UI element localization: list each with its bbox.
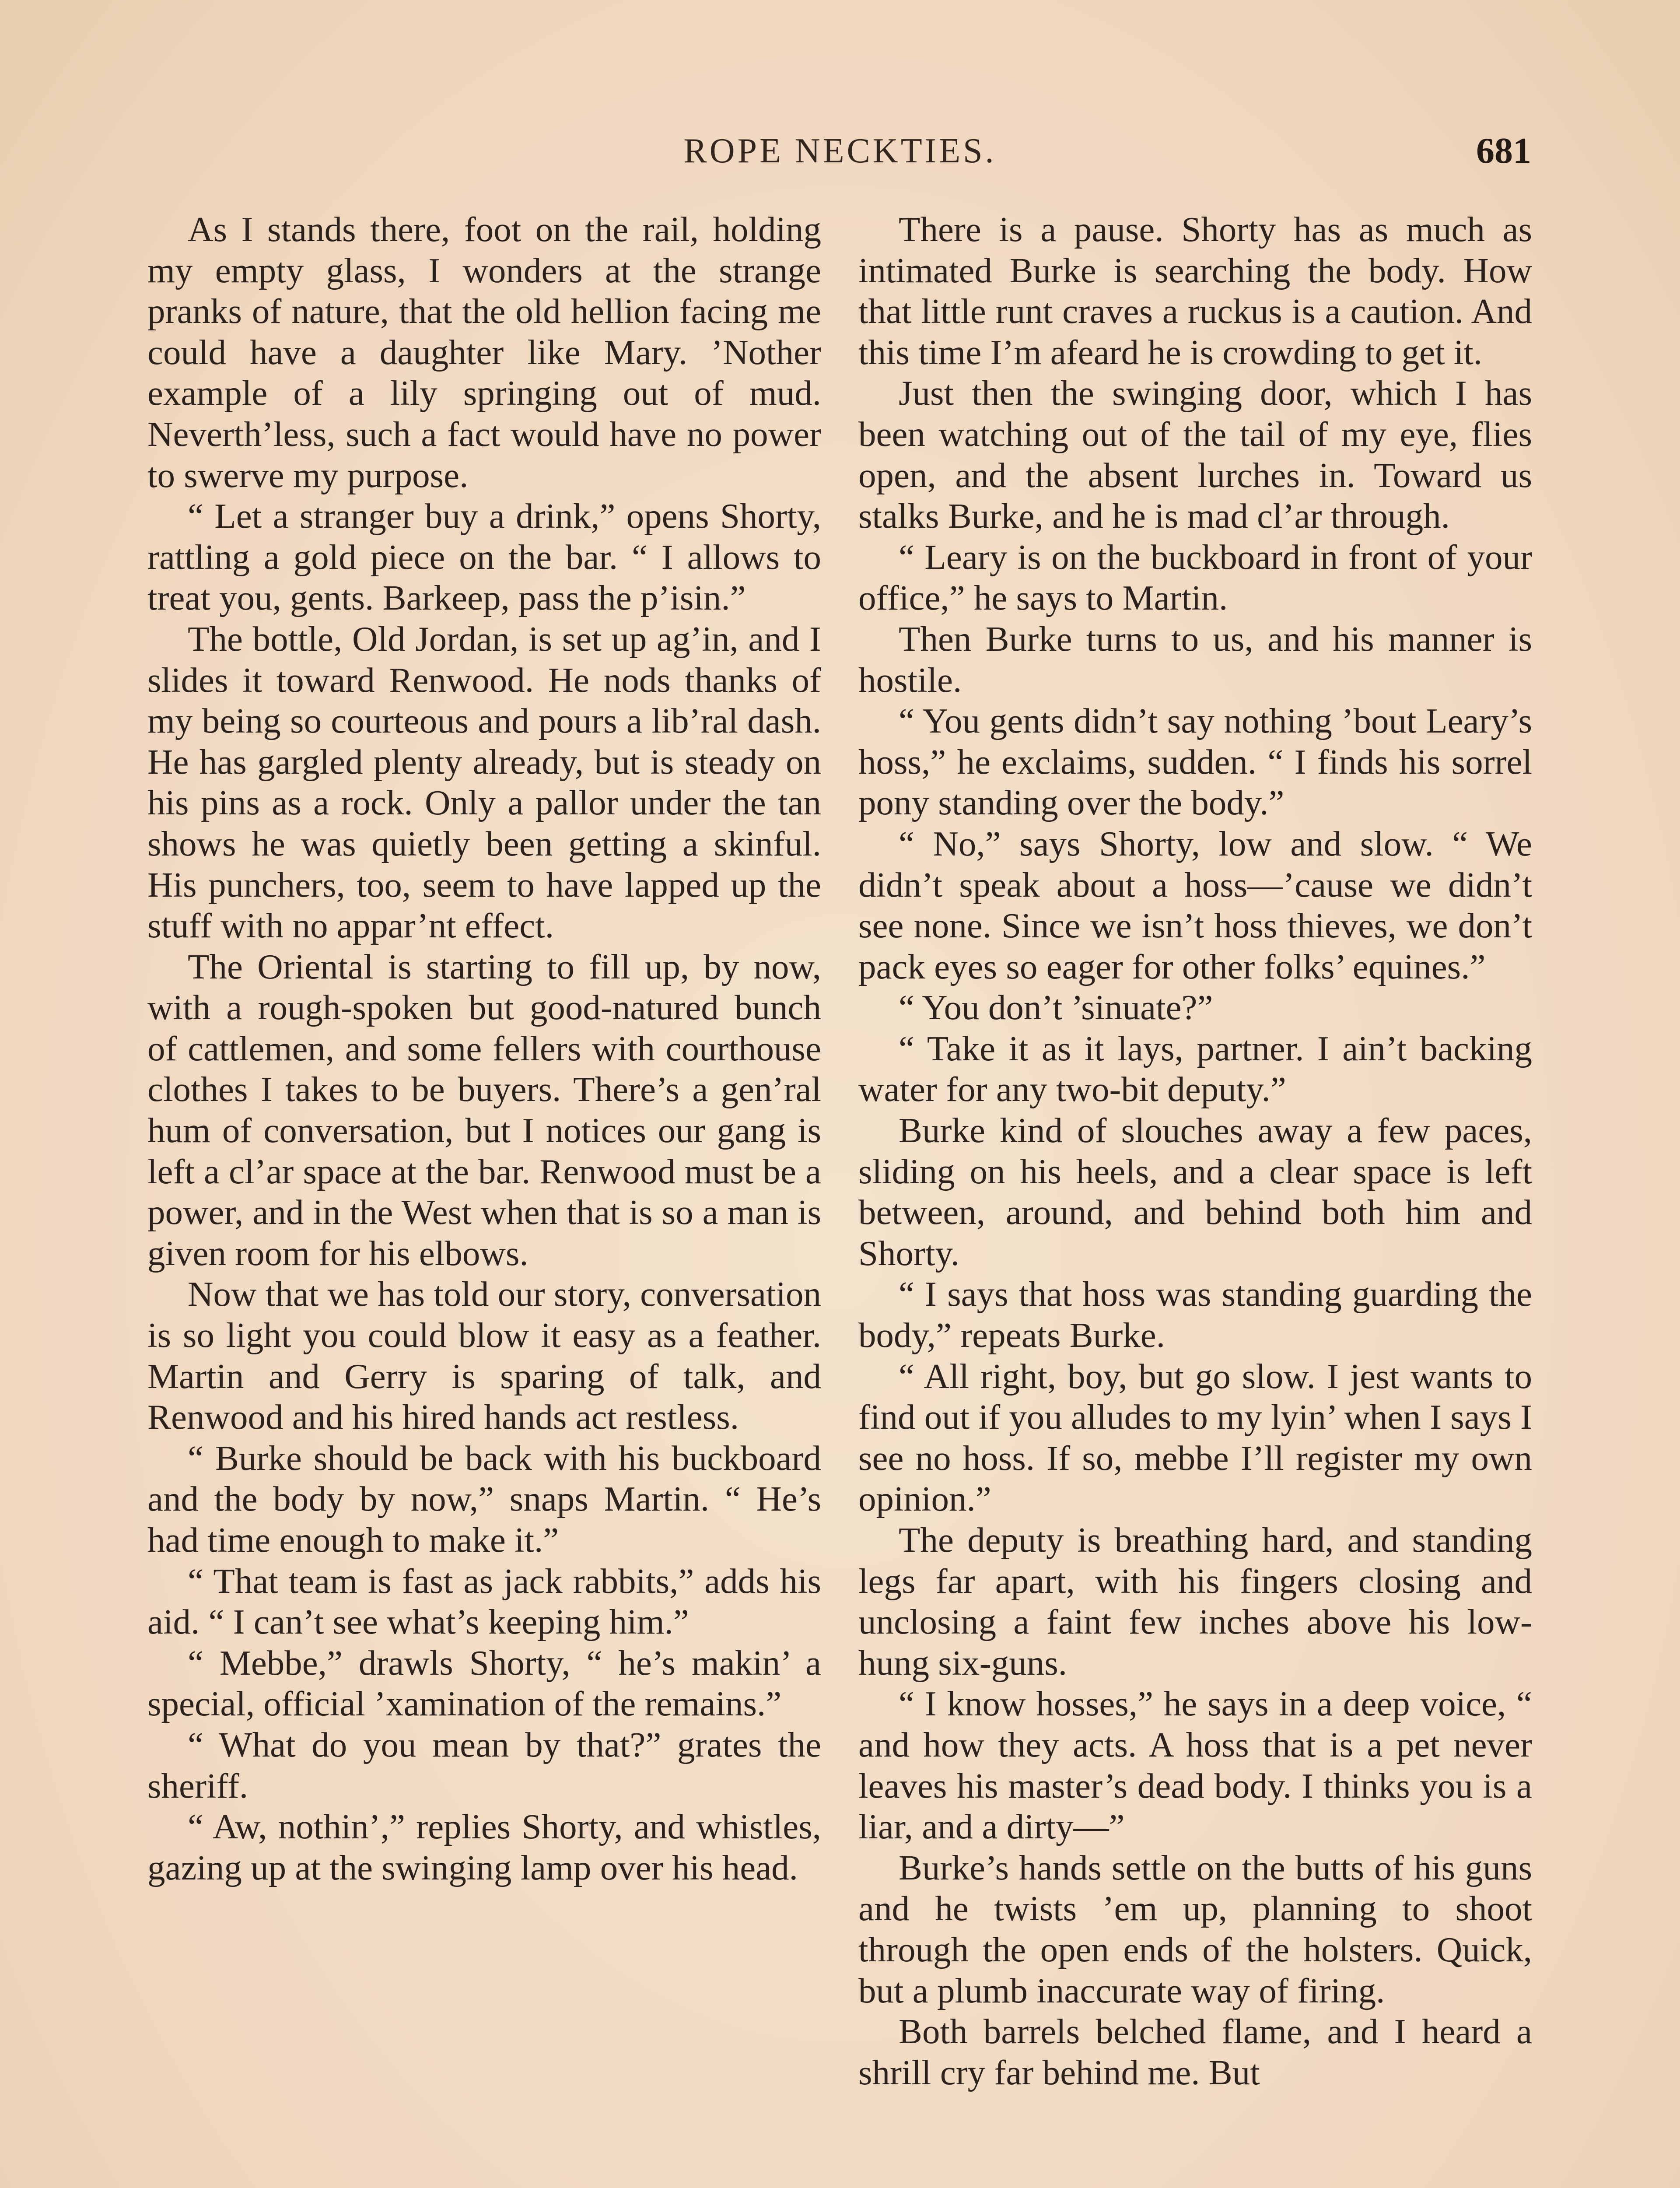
paragraph: Burke kind of slouches away a few paces, sliding on his heels, and a clear space is left between, around, and behind both him and Shorty. [858, 1111, 1532, 1273]
paragraph: “ Leary is on the buckboard in front of your office,” he says to Martin. [858, 537, 1532, 618]
paragraph: “ Let a stranger buy a drink,” opens Shorty, rattling a gold piece on the bar. “ I allows to treat you, gents. Barkeep, pass the p’isin.” [147, 496, 821, 618]
paragraph: The bottle, Old Jordan, is set up ag’in, and I slides it toward Renwood. He nods thanks of my being so courteous and pours a lib’ral dash. He has gargled plenty already, but is steady on his pins as a rock. Only a pallor under the tan shows he was quietly been getting a skinful. His punchers, too, seem to have lapped up the stuff with no appar’nt effect. [147, 619, 821, 946]
paragraph: “ Mebbe,” drawls Shorty, “ he’s makin’ a special, official ’xamination of the remains.” [147, 1643, 821, 1724]
paragraph: “ You gents didn’t say nothing ’bout Leary’s hoss,” he exclaims, sudden. “ I finds his sorrel pony standing over the body.” [858, 701, 1532, 823]
paragraph: “ Take it as it lays, partner. I ain’t backing water for any two-bit deputy.” [858, 1028, 1532, 1109]
paragraph: “ What do you mean by that?” grates the sheriff. [147, 1725, 821, 1806]
page-number: 681 [1476, 130, 1531, 171]
paragraph: “ Aw, nothin’,” replies Shorty, and whistles, gazing up at the swinging lamp over his head. [147, 1807, 821, 1887]
paragraph: Just then the swinging door, which I has been watching out of the tail of my eye, flies open, and the absent lurches in. Toward us stalks Burke, and he is mad cl’ar through. [858, 373, 1532, 536]
paragraph: “ You don’t ’sinuate?” [899, 988, 1213, 1027]
paragraph: There is a pause. Shorty has as much as intimated Burke is searching the body. How that little runt craves a ruckus is a caution. And this time I’m afeard he is crowding to get it. [858, 210, 1532, 372]
paragraph: Then Burke turns to us, and his manner is hostile. [858, 619, 1532, 700]
paragraph: “ I says that hoss was standing guarding the body,” repeats Burke. [858, 1274, 1532, 1355]
paragraph: “ Burke should be back with his buckboard and the body by now,” snaps Martin. “ He’s had time enough to make it.” [147, 1438, 821, 1560]
left-column [147, 209, 821, 1888]
paragraph: The deputy is breathing hard, and standing legs far apart, with his fingers closing and unclosing a faint few inches above his low-hung six-guns. [858, 1520, 1532, 1683]
paragraph: “ All right, boy, but go slow. I jest wants to find out if you alludes to my lyin’ when I says I see no hoss. If so, mebbe I’ll register my own opinion.” [858, 1356, 1532, 1519]
paragraph: The Oriental is starting to fill up, by now, with a rough-spoken but good-natured bunch of cattlemen, and some fellers with courthouse clothes I takes to be buyers. There’s a gen’ral hum of conversation, but I notices our gang is left a cl’ar space at the bar. Renwood must be a power, and in the West when that is so a man is given room for his elbows. [147, 947, 821, 1273]
paragraph: “ That team is fast as jack rabbits,” adds his aid. “ I can’t see what’s keeping him.” [147, 1561, 821, 1642]
paragraph: “ I know hosses,” he says in a deep voice, “ and how they acts. A hoss that is a pet never leaves his master’s dead body. I thinks you is a liar, and a dirty—” [858, 1684, 1532, 1847]
paragraph: Both barrels belched flame, and I heard a shrill cry far behind me. But [858, 2012, 1532, 2092]
paragraph: Now that we has told our story, conversation is so light you could blow it easy as a feather. Martin and Gerry is sparing of talk, and Renwood and his hired hands act restless. [147, 1274, 821, 1437]
paragraph: “ No,” says Shorty, low and slow. “ We didn’t speak about a hoss—’cause we didn’t see none. Since we isn’t hoss thieves, we don’t pack eyes so eager for other folks’ equines.” [858, 824, 1532, 986]
paragraph: Burke’s hands settle on the butts of his guns and he twists ’em up, planning to shoot through the open ends of the holsters. Quick, but a plumb inaccurate way of firing. [858, 1848, 1532, 2010]
right-column [858, 209, 1532, 2093]
running-title: ROPE NECKTIES. [683, 132, 997, 170]
page-header [149, 131, 1531, 184]
paragraph: As I stands there, foot on the rail, holding my empty glass, I wonders at the strange pranks of nature, that the old hellion facing me could have a daughter like Mary. ’Nother example of a lily springing out of mud. Neverth’less, such a fact would have no power to swerve my purpose. [147, 210, 821, 495]
